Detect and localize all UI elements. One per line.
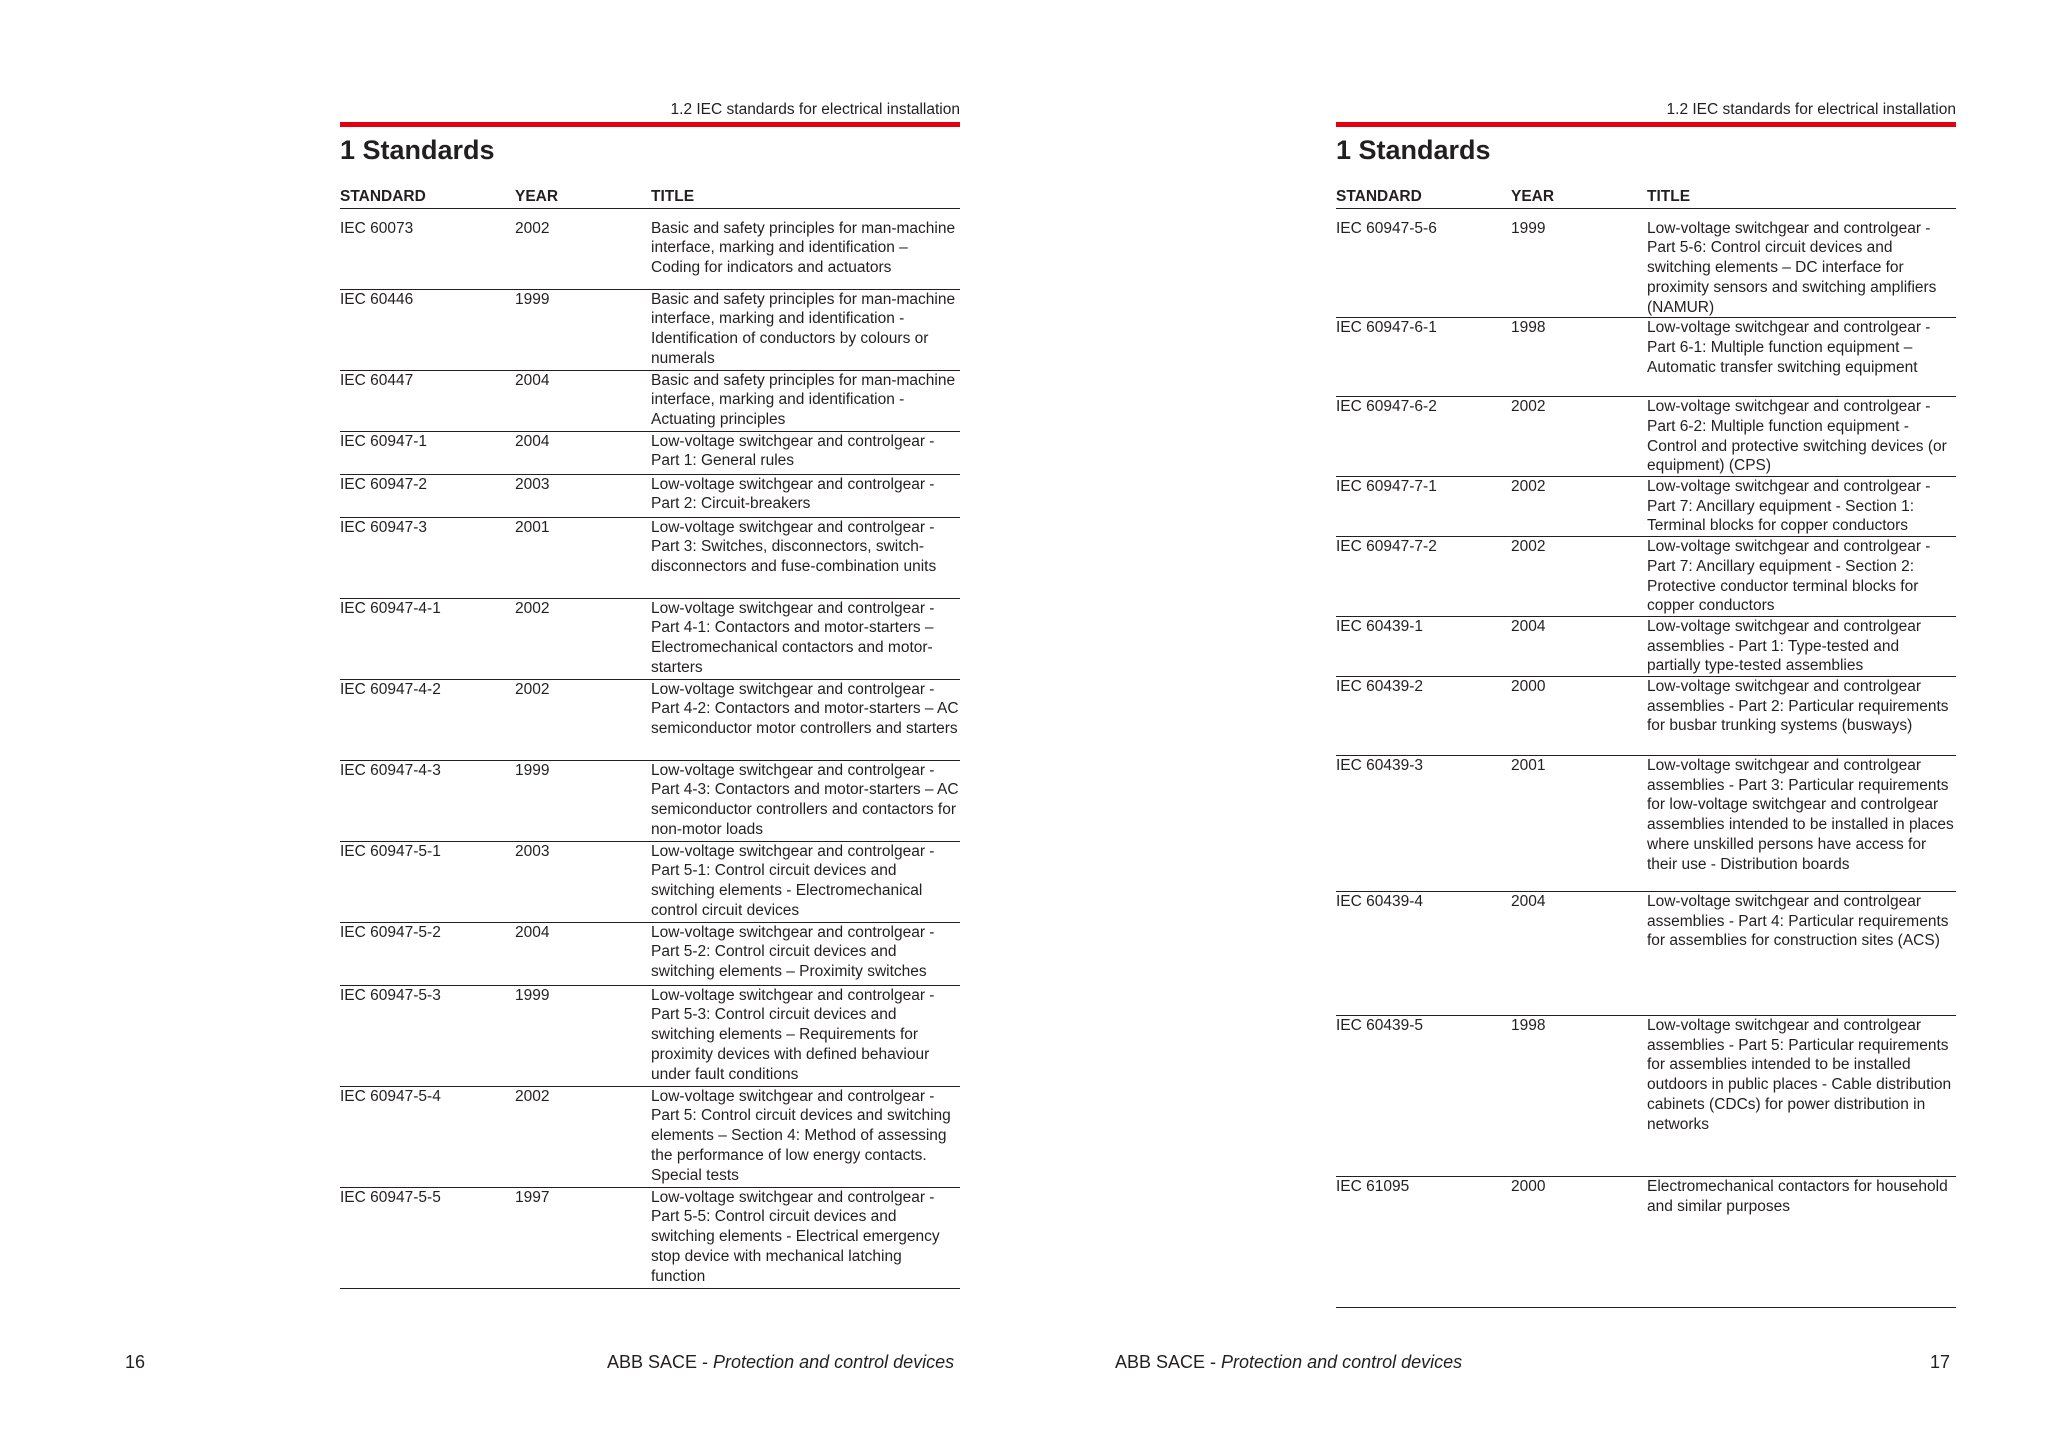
- cell-year: 2002: [515, 598, 651, 679]
- cell-standard: IEC 60073: [340, 208, 515, 289]
- cell-year: 2002: [515, 208, 651, 289]
- cell-standard: IEC 60439-4: [1336, 892, 1511, 1016]
- cell-year: 2002: [1511, 537, 1647, 617]
- table-row: [1336, 537, 1956, 617]
- cell-title: Low-voltage switchgear and controlgear - Part 5-6: Control circuit devices and switching elements – DC interface for proximity sensors and switching amplifiers (NAMUR): [1647, 208, 1956, 318]
- cell-standard: IEC 60947-5-3: [340, 985, 515, 1086]
- standards-table-body: [1336, 208, 1956, 1307]
- cell-year: 2001: [515, 517, 651, 598]
- cell-standard: IEC 60947-7-2: [1336, 537, 1511, 617]
- cell-title: Low-voltage switchgear and controlgear - Part 1: General rules: [651, 431, 960, 474]
- cell-title: Low-voltage switchgear and controlgear - Part 5: Control circuit devices and switching elements – Section 4: Method of assessing the performance of low energy contacts. Special tests: [651, 1086, 960, 1187]
- cell-year: 2000: [1511, 677, 1647, 756]
- table-row: [1336, 1016, 1956, 1177]
- cell-title: Low-voltage switchgear and controlgear - Part 7: Ancillary equipment - Section 2: Protective conductor terminal blocks for copper conductors: [1647, 537, 1956, 617]
- cell-standard: IEC 60947-7-1: [1336, 477, 1511, 537]
- standards-table: [1336, 187, 1956, 1308]
- cell-year: 2002: [515, 1086, 651, 1187]
- cell-title: Low-voltage switchgear and controlgear assemblies - Part 2: Particular requirements for busbar trunking systems (busways): [1647, 677, 1956, 756]
- cell-standard: IEC 60947-5-5: [340, 1187, 515, 1288]
- column-header-standard: STANDARD: [1336, 187, 1511, 208]
- cell-title: Low-voltage switchgear and controlgear - Part 4-2: Contactors and motor-starters – AC semiconductor motor controllers and starters: [651, 679, 960, 760]
- cell-title: Low-voltage switchgear and controlgear assemblies - Part 5: Particular requirements for assemblies intended to be installed outdoors in public places - Cable distribution cabinets (CDCs) for power distribution in networks: [1647, 1016, 1956, 1177]
- table-row: [1336, 318, 1956, 397]
- cell-title: Low-voltage switchgear and controlgear - Part 2: Circuit-breakers: [651, 474, 960, 517]
- cell-year: 1998: [1511, 318, 1647, 397]
- footer-title: Protection and control devices: [1221, 1352, 1463, 1372]
- cell-standard: IEC 60947-6-1: [1336, 318, 1511, 397]
- table-row: [1336, 1177, 1956, 1308]
- cell-standard: IEC 60439-1: [1336, 616, 1511, 676]
- cell-title: Low-voltage switchgear and controlgear assemblies - Part 1: Type-tested and partially type-tested assemblies: [1647, 616, 1956, 676]
- cell-standard: IEC 60947-4-3: [340, 760, 515, 841]
- running-head: 1.2 IEC standards for electrical installation: [1666, 101, 1956, 118]
- column-header-year: YEAR: [1511, 187, 1647, 208]
- cell-standard: IEC 60439-5: [1336, 1016, 1511, 1177]
- cell-title: Basic and safety principles for man-machine interface, marking and identification - Identification of conductors by colours or numerals: [651, 289, 960, 370]
- cell-year: 2004: [1511, 616, 1647, 676]
- table-row: [340, 1187, 960, 1288]
- cell-title: Low-voltage switchgear and controlgear - Part 7: Ancillary equipment - Section 1: Terminal blocks for copper conductors: [1647, 477, 1956, 537]
- cell-title: Low-voltage switchgear and controlgear assemblies - Part 3: Particular requirements for low-voltage switchgear and controlgear assemblies intended to be installed in places where unskilled persons have access for their use - Distribution boards: [1647, 756, 1956, 892]
- table-row: [340, 208, 960, 289]
- standards-table-body: [340, 208, 960, 1288]
- table-row: [340, 289, 960, 370]
- table-row: [340, 474, 960, 517]
- table-row: [340, 598, 960, 679]
- cell-title: Low-voltage switchgear and controlgear - Part 4-1: Contactors and motor-starters – Electromechanical contactors and motor-starters: [651, 598, 960, 679]
- table-row: [1336, 677, 1956, 756]
- column-header-standard: STANDARD: [340, 187, 515, 208]
- cell-standard: IEC 60947-5-1: [340, 841, 515, 922]
- cell-title: Low-voltage switchgear and controlgear - Part 5-1: Control circuit devices and switching elements - Electromechanical control circuit devices: [651, 841, 960, 922]
- cell-standard: IEC 60947-3: [340, 517, 515, 598]
- cell-standard: IEC 60947-4-2: [340, 679, 515, 760]
- cell-year: 2002: [1511, 397, 1647, 477]
- cell-year: 1998: [1511, 1016, 1647, 1177]
- cell-year: 1999: [515, 985, 651, 1086]
- table-row: [1336, 616, 1956, 676]
- cell-year: 2004: [515, 922, 651, 985]
- page-number: 16: [125, 1352, 146, 1372]
- cell-standard: IEC 60439-3: [1336, 756, 1511, 892]
- cell-standard: IEC 60947-5-6: [1336, 208, 1511, 318]
- cell-title: Electromechanical contactors for household and similar purposes: [1647, 1177, 1956, 1308]
- cell-year: 2004: [1511, 892, 1647, 1016]
- cell-title: Low-voltage switchgear and controlgear - Part 6-2: Multiple function equipment - Control and protective switching devices (or equipment) (CPS): [1647, 397, 1956, 477]
- cell-year: 2004: [515, 431, 651, 474]
- table-row: [340, 922, 960, 985]
- cell-year: 2003: [515, 474, 651, 517]
- running-footer: [607, 1350, 954, 1374]
- cell-year: 2002: [1511, 477, 1647, 537]
- table-row: [340, 985, 960, 1086]
- column-header-title: TITLE: [651, 187, 960, 208]
- column-header-year: YEAR: [515, 187, 651, 208]
- cell-year: 2002: [515, 679, 651, 760]
- cell-title: Low-voltage switchgear and controlgear - Part 4-3: Contactors and motor-starters – AC semiconductor controllers and contactors for non-motor loads: [651, 760, 960, 841]
- cell-standard: IEC 60947-6-2: [1336, 397, 1511, 477]
- page-number: 17: [1930, 1352, 1951, 1372]
- cell-year: 1997: [515, 1187, 651, 1288]
- cell-title: Low-voltage switchgear and controlgear - Part 6-1: Multiple function equipment – Automatic transfer switching equipment: [1647, 318, 1956, 397]
- cell-title: Low-voltage switchgear and controlgear - Part 3: Switches, disconnectors, switch-disconnectors and fuse-combination units: [651, 517, 960, 598]
- table-row: [340, 679, 960, 760]
- cell-year: 1999: [515, 289, 651, 370]
- cell-year: 2003: [515, 841, 651, 922]
- cell-standard: IEC 60947-5-2: [340, 922, 515, 985]
- table-row: [1336, 756, 1956, 892]
- table-row: [340, 517, 960, 598]
- cell-title: Low-voltage switchgear and controlgear - Part 5-5: Control circuit devices and switching elements - Electrical emergency stop device with mechanical latching function: [651, 1187, 960, 1288]
- section-title: 1 Standards: [1336, 135, 1491, 165]
- cell-title: Basic and safety principles for man-machine interface, marking and identification - Actuating principles: [651, 370, 960, 431]
- cell-title: Basic and safety principles for man-machine interface, marking and identification – Coding for indicators and actuators: [651, 208, 960, 289]
- cell-title: Low-voltage switchgear and controlgear - Part 5-3: Control circuit devices and switching elements – Requirements for proximity devices with defined behaviour under fault conditions: [651, 985, 960, 1086]
- table-row: [1336, 892, 1956, 1016]
- table-row: [340, 760, 960, 841]
- table-row: [340, 1086, 960, 1187]
- footer-title: Protection and control devices: [713, 1352, 955, 1372]
- cell-standard: IEC 60446: [340, 289, 515, 370]
- table-row: [1336, 477, 1956, 537]
- table-header-row: [1336, 187, 1956, 208]
- table-row: [1336, 208, 1956, 318]
- cell-standard: IEC 60947-4-1: [340, 598, 515, 679]
- running-footer: [1115, 1350, 1462, 1374]
- section-title: 1 Standards: [340, 135, 495, 165]
- standards-table: [340, 187, 960, 1289]
- cell-standard: IEC 60947-2: [340, 474, 515, 517]
- footer-brand: ABB SACE -: [1115, 1352, 1222, 1372]
- red-header-rule: [1336, 122, 1956, 127]
- cell-standard: IEC 60447: [340, 370, 515, 431]
- cell-year: 2000: [1511, 1177, 1647, 1308]
- column-header-title: TITLE: [1647, 187, 1956, 208]
- cell-standard: IEC 61095: [1336, 1177, 1511, 1308]
- cell-title: Low-voltage switchgear and controlgear assemblies - Part 4: Particular requirements for assemblies for construction sites (ACS): [1647, 892, 1956, 1016]
- cell-year: 2004: [515, 370, 651, 431]
- cell-standard: IEC 60947-1: [340, 431, 515, 474]
- cell-year: 1999: [1511, 208, 1647, 318]
- left-page-content: [340, 100, 960, 1289]
- right-page-content: [1336, 100, 1956, 1308]
- red-header-rule: [340, 122, 960, 127]
- cell-year: 1999: [515, 760, 651, 841]
- table-header-row: [340, 187, 960, 208]
- cell-standard: IEC 60947-5-4: [340, 1086, 515, 1187]
- table-row: [340, 431, 960, 474]
- table-row: [340, 370, 960, 431]
- cell-standard: IEC 60439-2: [1336, 677, 1511, 756]
- right-page: [1024, 0, 2048, 1447]
- cell-year: 2001: [1511, 756, 1647, 892]
- table-row: [340, 841, 960, 922]
- footer-brand: ABB SACE -: [607, 1352, 714, 1372]
- running-head: 1.2 IEC standards for electrical installation: [670, 101, 960, 118]
- cell-title: Low-voltage switchgear and controlgear - Part 5-2: Control circuit devices and switching elements – Proximity switches: [651, 922, 960, 985]
- table-row: [1336, 397, 1956, 477]
